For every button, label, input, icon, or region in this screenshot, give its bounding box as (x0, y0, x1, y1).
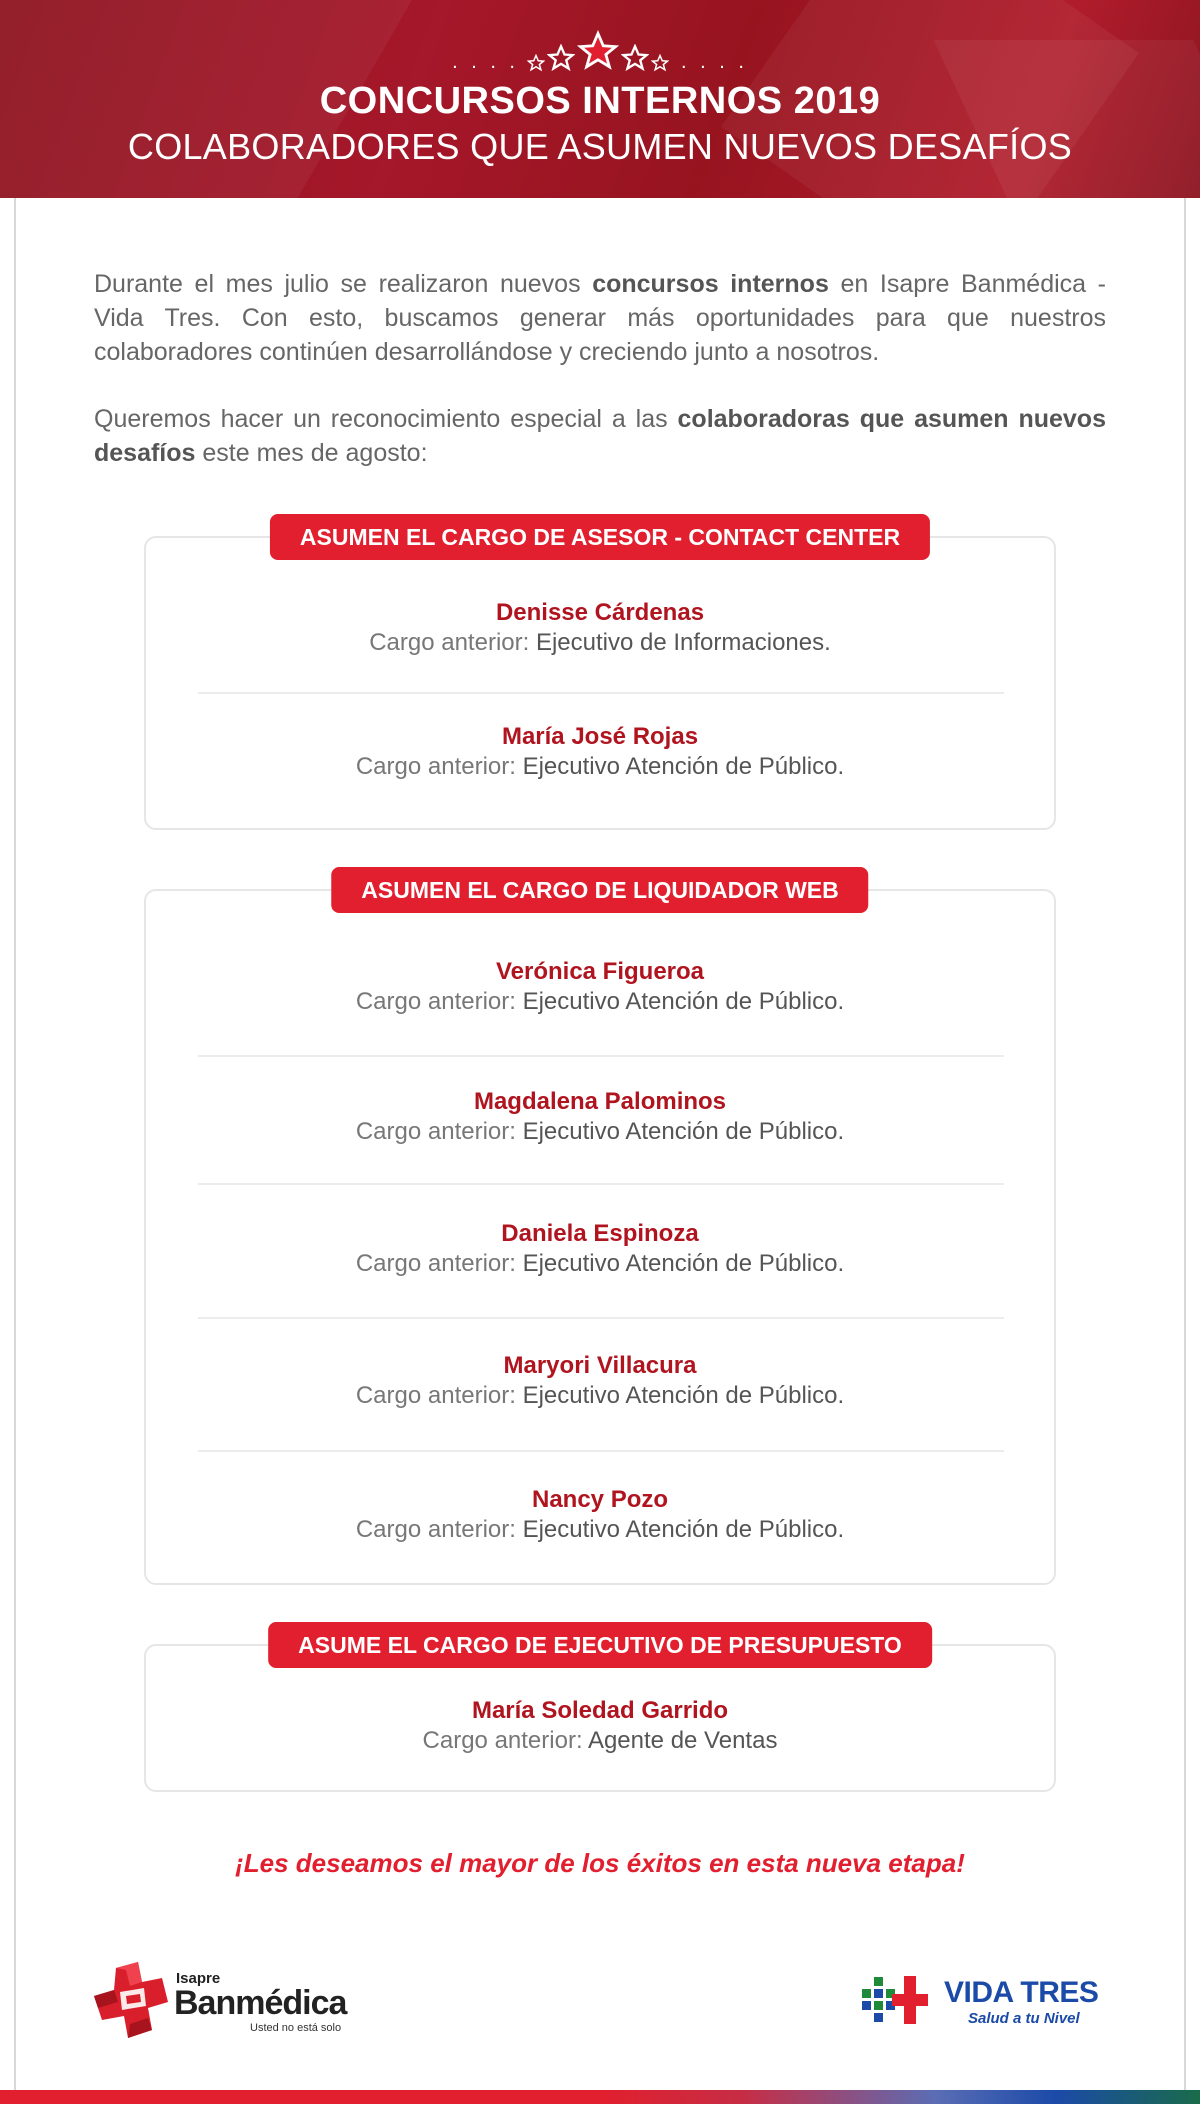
star-icon (651, 54, 669, 72)
prev-value: Ejecutivo de Informaciones. (535, 629, 831, 656)
dots-right: . . . . (681, 51, 748, 73)
page-title: CONCURSOS INTERNOS 2019 (319, 80, 881, 122)
person-name: Maryori Villacura (503, 1352, 697, 1379)
intro-paragraph-1 (94, 267, 1106, 369)
section-liquidador-web (144, 877, 1056, 1585)
intro-p1-text-end: en Isapre Banmédica - Vida Tres. Con esto, buscamos generar más oportunidades para que nuestros colaboradores continúen desarrollándose y creciendo junto a nosotros. (94, 270, 1106, 366)
star-icon (577, 30, 619, 72)
person-name: Nancy Pozo (531, 1486, 669, 1513)
section-asesor-contact-center (144, 524, 1056, 830)
prev-label: Cargo anterior: (355, 988, 516, 1015)
star-icon (527, 54, 545, 72)
person-previous-role (146, 628, 1054, 658)
vidatres-wordmark: VIDA TRES (944, 1976, 1099, 2009)
star-icon (547, 44, 575, 72)
person-card (146, 722, 1054, 782)
banmedica-small-text: Isapre (176, 1970, 221, 1987)
person-previous-role (146, 1726, 1054, 1756)
divider (198, 1317, 1004, 1319)
intro-paragraph-2 (94, 402, 1106, 470)
section-badge: ASUME EL CARGO DE EJECUTIVO DE PRESUPUESTO (268, 1622, 932, 1668)
person-card (146, 1485, 1054, 1545)
prev-label: Cargo anterior: (355, 753, 516, 780)
intro-p2-bold: colaboradoras que asumen nuevos desafíos (94, 405, 1106, 467)
person-card (146, 1087, 1054, 1147)
person-card (146, 1696, 1054, 1756)
page-subtitle: COLABORADORES QUE ASUMEN NUEVOS DESAFÍOS (127, 126, 1073, 167)
vidatres-cross-icon (862, 1974, 934, 2026)
person-name: María José Rojas (501, 723, 699, 750)
person-name: María Soledad Garrido (471, 1697, 729, 1724)
person-card (146, 1219, 1054, 1279)
prev-label: Cargo anterior: (355, 1382, 516, 1409)
prev-value: Ejecutivo Atención de Público. (522, 988, 845, 1015)
person-card (146, 598, 1054, 658)
banmedica-tagline: Usted no está solo (250, 2022, 342, 2034)
person-name: Magdalena Palominos (473, 1088, 727, 1115)
prev-value: Agente de Ventas (587, 1727, 778, 1754)
person-previous-role (146, 1117, 1054, 1147)
intro-text (94, 267, 1106, 503)
prev-label: Cargo anterior: (355, 1118, 516, 1145)
divider (198, 1450, 1004, 1452)
person-previous-role (146, 1381, 1054, 1411)
person-card (146, 957, 1054, 1017)
intro-p1-text: Durante el mes julio se realizaron nuevos (94, 270, 593, 298)
prev-label: Cargo anterior: (355, 1250, 516, 1277)
intro-p2-text-end: este mes de agosto: (195, 439, 428, 467)
person-previous-role (146, 752, 1054, 782)
banmedica-wordmark: Banmédica (174, 1984, 347, 2022)
intro-p1-bold: concursos internos (592, 270, 829, 298)
person-previous-role (146, 987, 1054, 1017)
divider (198, 1183, 1004, 1185)
vidatres-logo[interactable] (862, 1974, 1112, 2028)
banmedica-logo[interactable] (90, 1962, 350, 2038)
person-card (146, 1351, 1054, 1411)
intro-p2-text: Queremos hacer un reconocimiento especial a las (94, 405, 678, 433)
closing-message: ¡Les deseamos el mayor de los éxitos en esta nueva etapa! (235, 1848, 965, 1878)
divider (198, 692, 1004, 694)
person-name: Daniela Espinoza (501, 1220, 699, 1247)
prev-value: Ejecutivo Atención de Público. (522, 753, 845, 780)
dots-left: . . . . (452, 51, 519, 73)
prev-value: Ejecutivo Atención de Público. (522, 1118, 845, 1145)
section-badge: ASUMEN EL CARGO DE LIQUIDADOR WEB (331, 867, 868, 913)
prev-label: Cargo anterior: (369, 629, 530, 656)
person-name: Denisse Cárdenas (495, 599, 705, 626)
person-name: Verónica Figueroa (495, 958, 705, 985)
vidatres-tagline: Salud a tu Nivel (968, 2010, 1080, 2027)
prev-label: Cargo anterior: (422, 1727, 583, 1754)
prev-label: Cargo anterior: (355, 1516, 516, 1543)
prev-value: Ejecutivo Atención de Público. (522, 1382, 845, 1409)
prev-value: Ejecutivo Atención de Público. (522, 1250, 845, 1277)
star-icon (621, 44, 649, 72)
banmedica-cross-icon (90, 1962, 170, 2038)
bottom-color-bar (0, 2090, 1200, 2104)
prev-value: Ejecutivo Atención de Público. (522, 1516, 845, 1543)
person-previous-role (146, 1249, 1054, 1279)
header-banner (0, 0, 1200, 198)
person-previous-role (146, 1515, 1054, 1545)
section-badge: ASUMEN EL CARGO DE ASESOR - CONTACT CENTER (270, 514, 930, 560)
section-ejecutivo-presupuesto (144, 1632, 1056, 1792)
divider (198, 1055, 1004, 1057)
stars-decoration (0, 30, 1200, 72)
